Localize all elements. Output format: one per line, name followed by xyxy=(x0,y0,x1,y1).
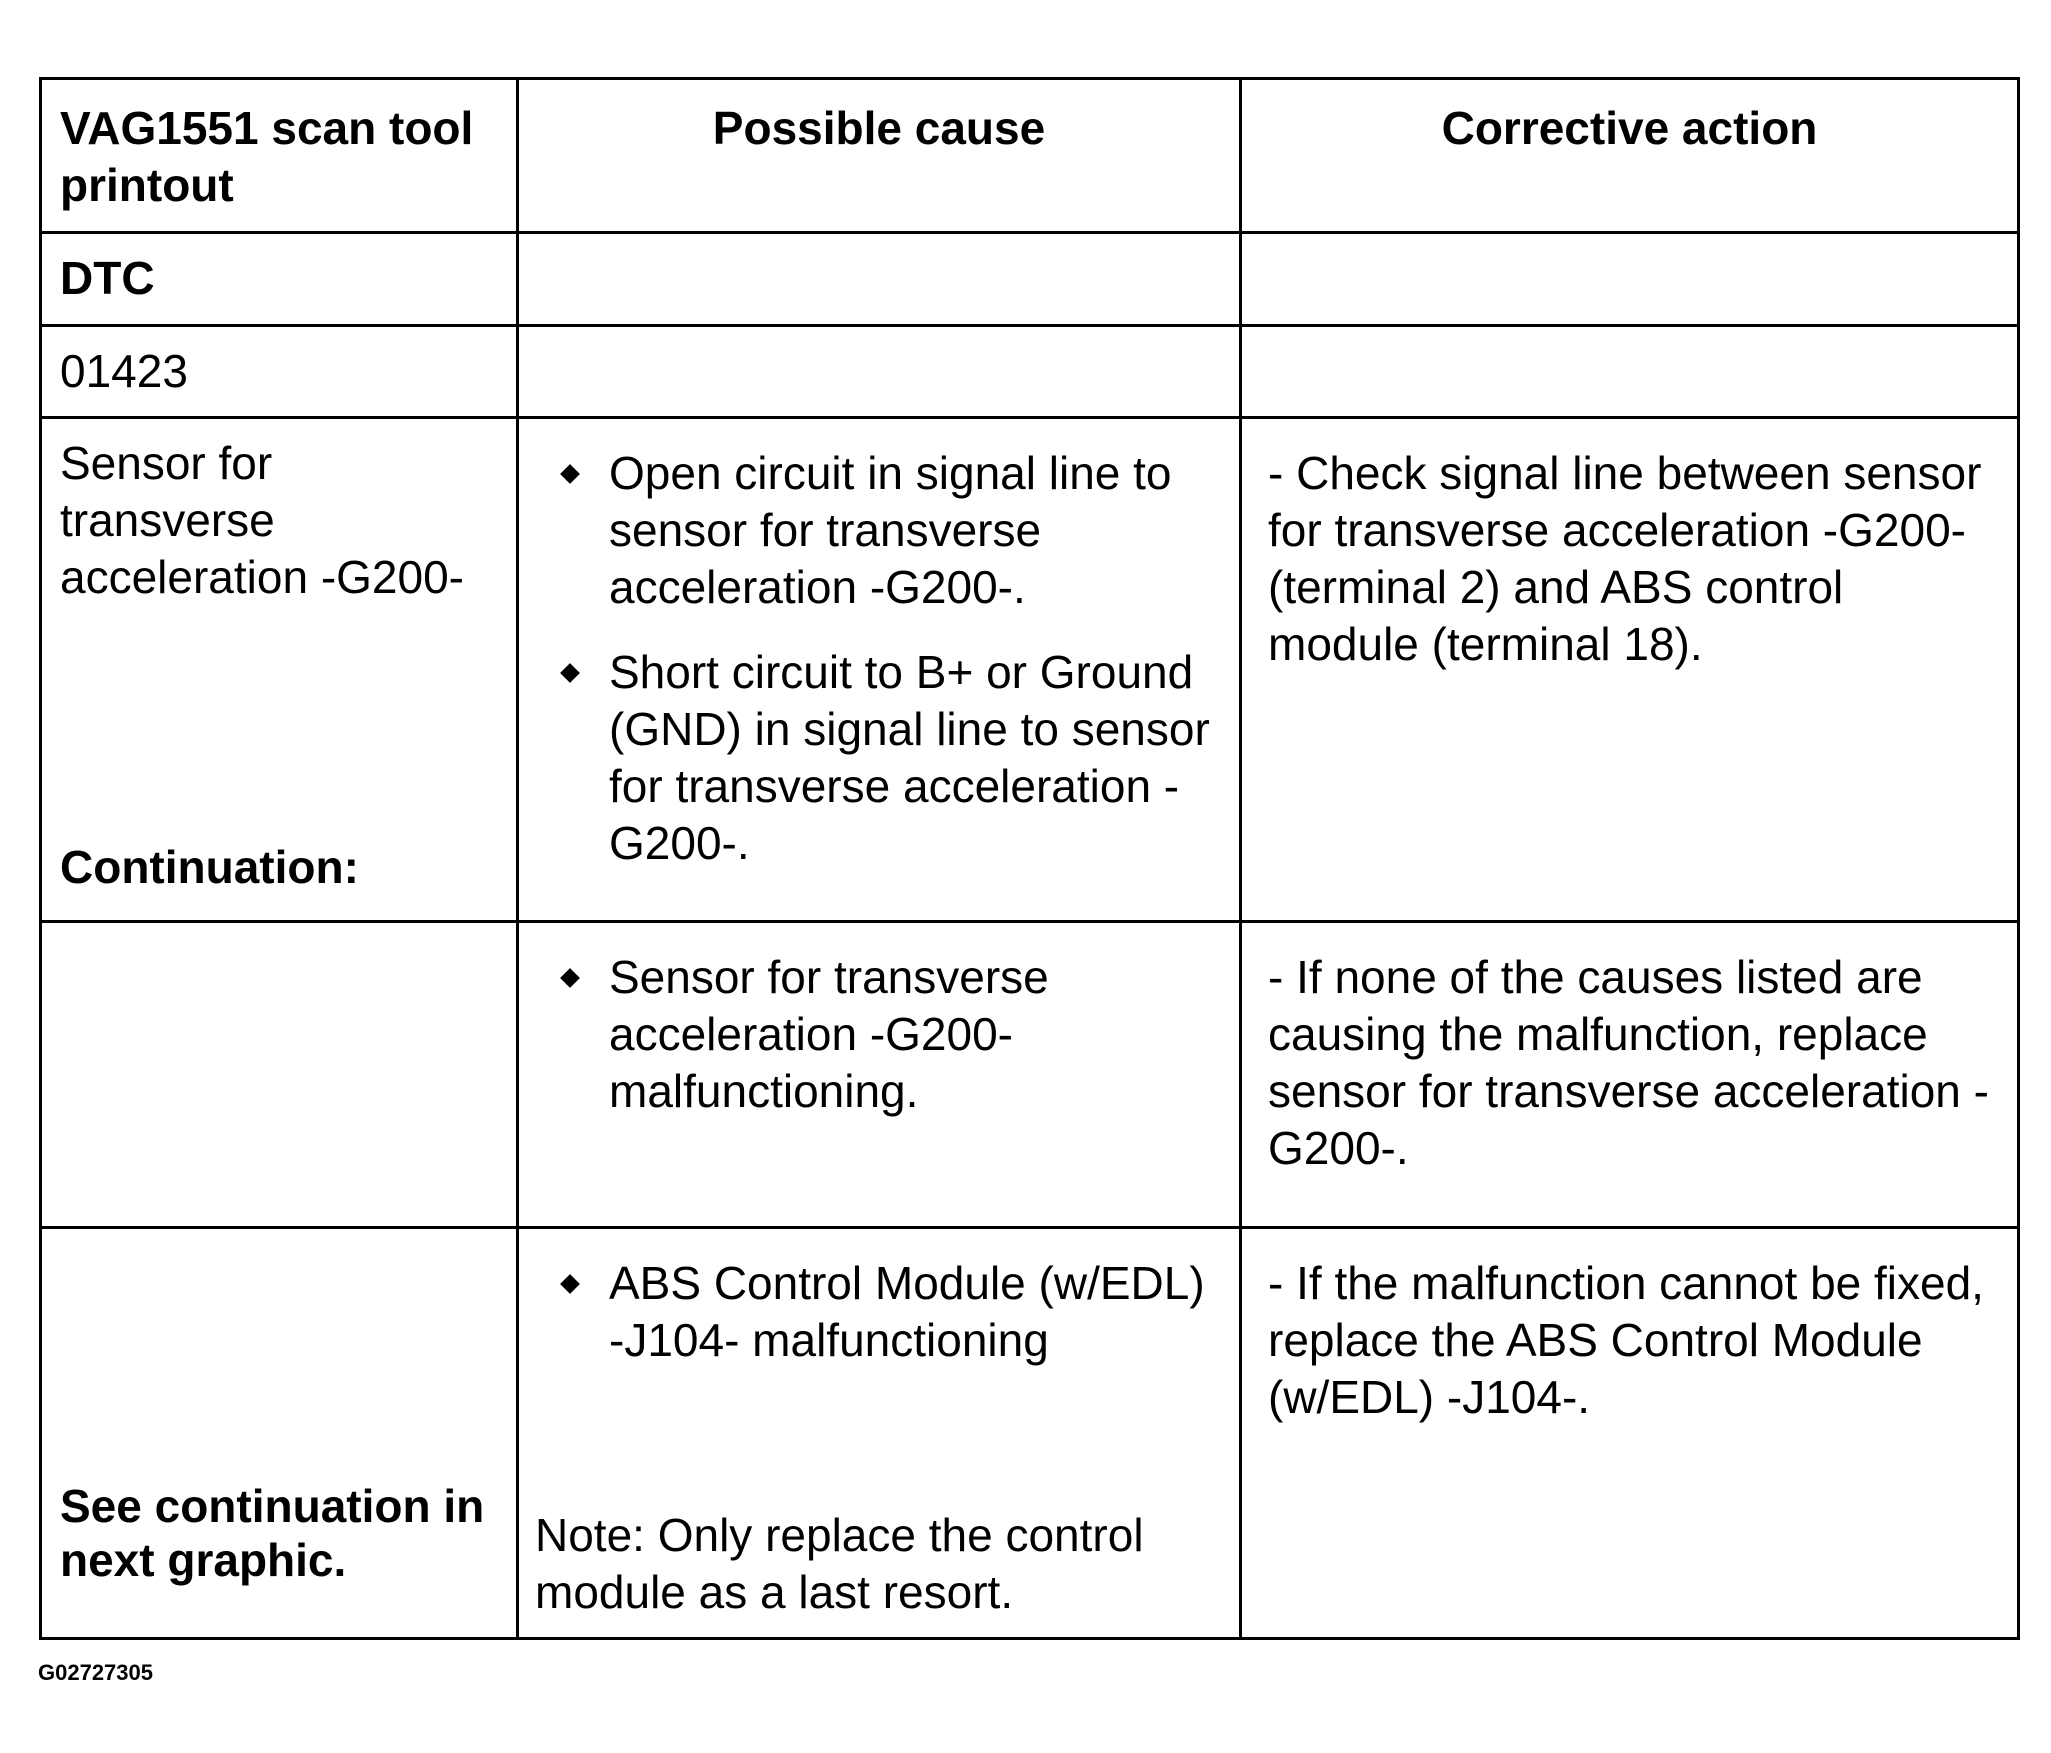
sensor-description-cell xyxy=(41,418,518,922)
possible-causes-list xyxy=(519,949,1239,1120)
empty-cell xyxy=(518,233,1241,326)
cause-text: Open circuit in signal line to sensor for transverse acceleration -G200-. xyxy=(609,447,1172,613)
empty-cell xyxy=(1241,233,2019,326)
possible-causes-cell xyxy=(518,418,1241,922)
empty-cell xyxy=(41,922,518,1228)
dtc-code-row xyxy=(41,326,2019,418)
possible-causes-list xyxy=(519,445,1239,872)
sensor-malfunction-row xyxy=(41,922,2019,1228)
dtc-label: DTC xyxy=(41,233,518,326)
continuation-label: Continuation: xyxy=(60,841,359,893)
see-continuation-label: See continuation in next graphic. xyxy=(60,1480,485,1586)
cause-text: Sensor for transverse acceleration -G200- malfunctioning. xyxy=(609,951,1049,1117)
diamond-bullet-icon xyxy=(560,968,580,988)
list-item xyxy=(519,1255,1239,1369)
sensor-fault-row xyxy=(41,418,2019,922)
cause-text: ABS Control Module (w/EDL) -J104- malfunctioning xyxy=(609,1257,1205,1366)
figure-id: G02727305 xyxy=(38,1660,153,1685)
sensor-description: Sensor for transverse acceleration -G200- xyxy=(60,437,464,603)
list-item xyxy=(519,644,1239,872)
empty-cell xyxy=(1241,326,2019,418)
dtc-label-row xyxy=(41,233,2019,326)
diamond-bullet-icon xyxy=(560,1274,580,1294)
list-item xyxy=(519,949,1239,1120)
dtc-code: 01423 xyxy=(41,326,518,418)
see-continuation-cell xyxy=(41,1228,518,1639)
header-corrective-action: Corrective action xyxy=(1241,79,2019,233)
diamond-bullet-icon xyxy=(560,464,580,484)
possible-causes-cell xyxy=(518,922,1241,1228)
possible-causes-cell xyxy=(518,1228,1241,1639)
corrective-action-cell: - Check signal line between sensor for transverse acceleration -G200- (terminal 2) and ABS control module (terminal 18). xyxy=(1241,418,2019,922)
abs-module-row xyxy=(41,1228,2019,1639)
empty-cell xyxy=(518,326,1241,418)
replacement-note: Note: Only replace the control module as a last resort. xyxy=(535,1509,1144,1618)
cause-text: Short circuit to B+ or Ground (GND) in signal line to sensor for transverse acceleration -G200-. xyxy=(609,646,1210,869)
dtc-table xyxy=(39,77,2020,1640)
diamond-bullet-icon xyxy=(560,663,580,683)
list-item xyxy=(519,445,1239,616)
corrective-action-cell: - If the malfunction cannot be fixed, replace the ABS Control Module (w/EDL) -J104-. xyxy=(1241,1228,2019,1639)
header-possible-cause: Possible cause xyxy=(518,79,1241,233)
possible-causes-list xyxy=(519,1255,1239,1369)
header-scan-tool-printout: VAG1551 scan tool printout xyxy=(41,79,518,233)
table-header-row xyxy=(41,79,2019,233)
corrective-action-cell: - If none of the causes listed are causing the malfunction, replace sensor for transverse acceleration -G200-. xyxy=(1241,922,2019,1228)
